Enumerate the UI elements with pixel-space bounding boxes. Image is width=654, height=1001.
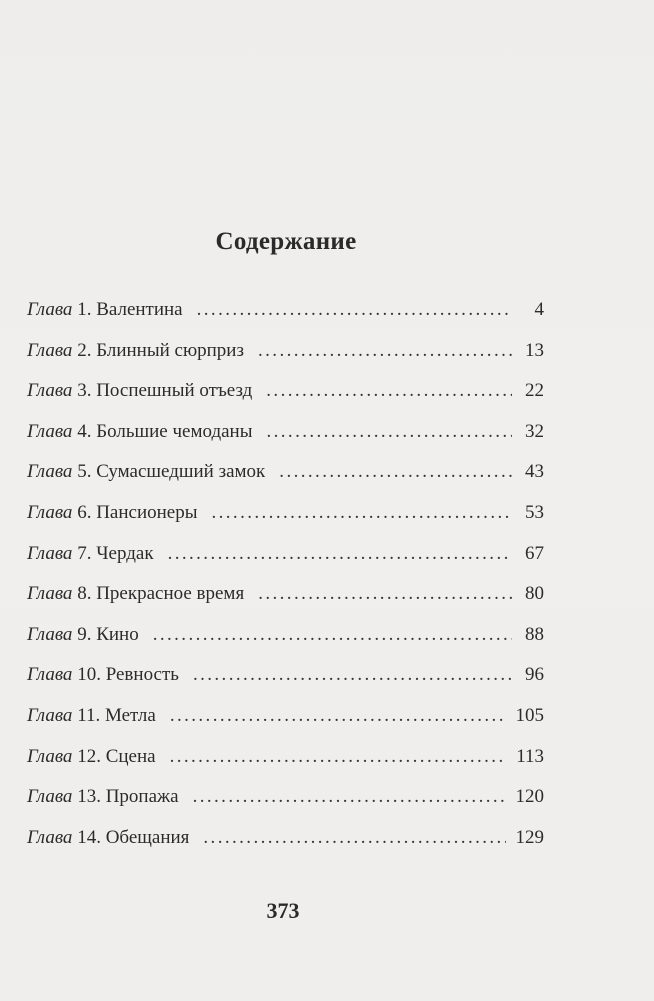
chapter-number: 9. xyxy=(77,623,92,645)
toc-entry-label xyxy=(27,461,265,483)
chapter-word: Глава xyxy=(27,623,73,645)
chapter-number: 11. xyxy=(77,704,101,726)
chapter-number: 8. xyxy=(77,583,92,605)
toc-page-number: 105 xyxy=(515,704,544,726)
chapter-title: Сцена xyxy=(105,745,156,767)
toc-entry xyxy=(27,421,544,462)
toc-page-number: 96 xyxy=(525,664,544,686)
chapter-title: Ревность xyxy=(105,664,179,686)
chapter-word: Глава xyxy=(27,501,73,523)
toc-page-number: 13 xyxy=(525,339,544,361)
toc-entry-label xyxy=(27,299,183,321)
toc-page-number: 67 xyxy=(525,542,544,564)
toc-entry xyxy=(27,543,544,584)
toc-entry xyxy=(27,583,544,624)
dot-leader xyxy=(266,380,512,402)
chapter-title: Пропажа xyxy=(105,786,179,808)
chapter-number: 1. xyxy=(77,299,92,320)
toc-page-number: 120 xyxy=(515,786,544,808)
toc-entry-label xyxy=(27,421,252,443)
chapter-number: 10. xyxy=(77,664,101,686)
chapter-title: Пансионеры xyxy=(96,501,198,523)
toc-entry xyxy=(27,786,544,827)
chapter-title: Чердак xyxy=(96,542,154,564)
chapter-number: 4. xyxy=(77,420,92,442)
toc-entry-label xyxy=(27,786,179,808)
toc-page-number: 22 xyxy=(525,380,544,402)
toc-entry-label xyxy=(27,705,156,727)
chapter-word: Глава xyxy=(27,745,73,767)
dot-leader xyxy=(170,746,507,768)
toc-entry-label xyxy=(27,664,179,686)
dot-leader xyxy=(258,340,512,362)
toc-entry xyxy=(27,624,544,665)
toc-page-number: 80 xyxy=(525,583,544,605)
toc-entry xyxy=(27,340,544,381)
toc-entry xyxy=(27,705,544,746)
chapter-word: Глава xyxy=(27,786,73,808)
toc-entry-label xyxy=(27,583,244,605)
toc-page-number: 129 xyxy=(515,826,544,848)
chapter-title: Кино xyxy=(96,623,139,645)
dot-leader xyxy=(197,299,512,321)
chapter-number: 12. xyxy=(77,745,101,767)
dot-leader xyxy=(258,583,512,605)
chapter-word: Глава xyxy=(27,826,73,848)
chapter-word: Глава xyxy=(27,380,73,402)
toc-entry xyxy=(27,380,544,421)
dot-leader xyxy=(153,624,512,646)
chapter-word: Глава xyxy=(27,704,73,726)
toc-page-number: 32 xyxy=(525,420,544,442)
chapter-word: Глава xyxy=(27,664,73,686)
toc-entry-label xyxy=(27,543,154,565)
toc-entry-label xyxy=(27,746,156,768)
chapter-number: 6. xyxy=(77,501,92,523)
chapter-number: 13. xyxy=(77,786,101,808)
chapter-number: 14. xyxy=(77,826,101,848)
chapter-number: 3. xyxy=(77,380,92,402)
chapter-word: Глава xyxy=(27,299,73,320)
page-number: 373 xyxy=(266,898,300,923)
toc-entry xyxy=(27,299,544,340)
toc-entry xyxy=(27,664,544,705)
dot-leader xyxy=(193,664,512,686)
toc-entry-label xyxy=(27,380,252,402)
chapter-number: 2. xyxy=(77,339,92,361)
toc-entry-label xyxy=(27,502,197,524)
toc-entry xyxy=(27,461,544,502)
chapter-number: 5. xyxy=(77,461,92,483)
chapter-title: Валентина xyxy=(96,299,183,320)
page-title: Содержание xyxy=(215,228,357,255)
toc-entry xyxy=(27,746,544,787)
dot-leader xyxy=(279,461,512,483)
toc-page-number: 4 xyxy=(534,299,544,320)
chapter-word: Глава xyxy=(27,542,73,564)
chapter-title: Прекрасное время xyxy=(96,583,245,605)
toc-entry-label xyxy=(27,827,189,849)
chapter-title: Сумасшедший замок xyxy=(96,461,266,483)
chapter-word: Глава xyxy=(27,339,73,361)
chapter-title: Большие чемоданы xyxy=(96,420,253,442)
toc-page-number: 43 xyxy=(525,461,544,483)
toc-entry xyxy=(27,827,544,868)
chapter-title: Поспешный отъезд xyxy=(96,380,253,402)
toc-entry-label xyxy=(27,624,139,646)
toc-page-number: 88 xyxy=(525,623,544,645)
dot-leader xyxy=(203,827,505,849)
dot-leader xyxy=(193,786,506,808)
dot-leader xyxy=(266,421,512,443)
chapter-word: Глава xyxy=(27,461,73,483)
chapter-title: Обещания xyxy=(105,826,190,848)
dot-leader xyxy=(170,705,506,727)
chapter-title: Блинный сюрприз xyxy=(96,339,244,361)
dot-leader xyxy=(211,502,512,524)
chapter-word: Глава xyxy=(27,420,73,442)
dot-leader xyxy=(168,543,512,565)
toc-page-number: 113 xyxy=(516,745,544,767)
toc-page-number: 53 xyxy=(525,501,544,523)
table-of-contents xyxy=(27,299,544,867)
chapter-number: 7. xyxy=(77,542,92,564)
chapter-title: Метла xyxy=(104,704,156,726)
chapter-word: Глава xyxy=(27,583,73,605)
toc-entry xyxy=(27,502,544,543)
toc-entry-label xyxy=(27,340,244,362)
